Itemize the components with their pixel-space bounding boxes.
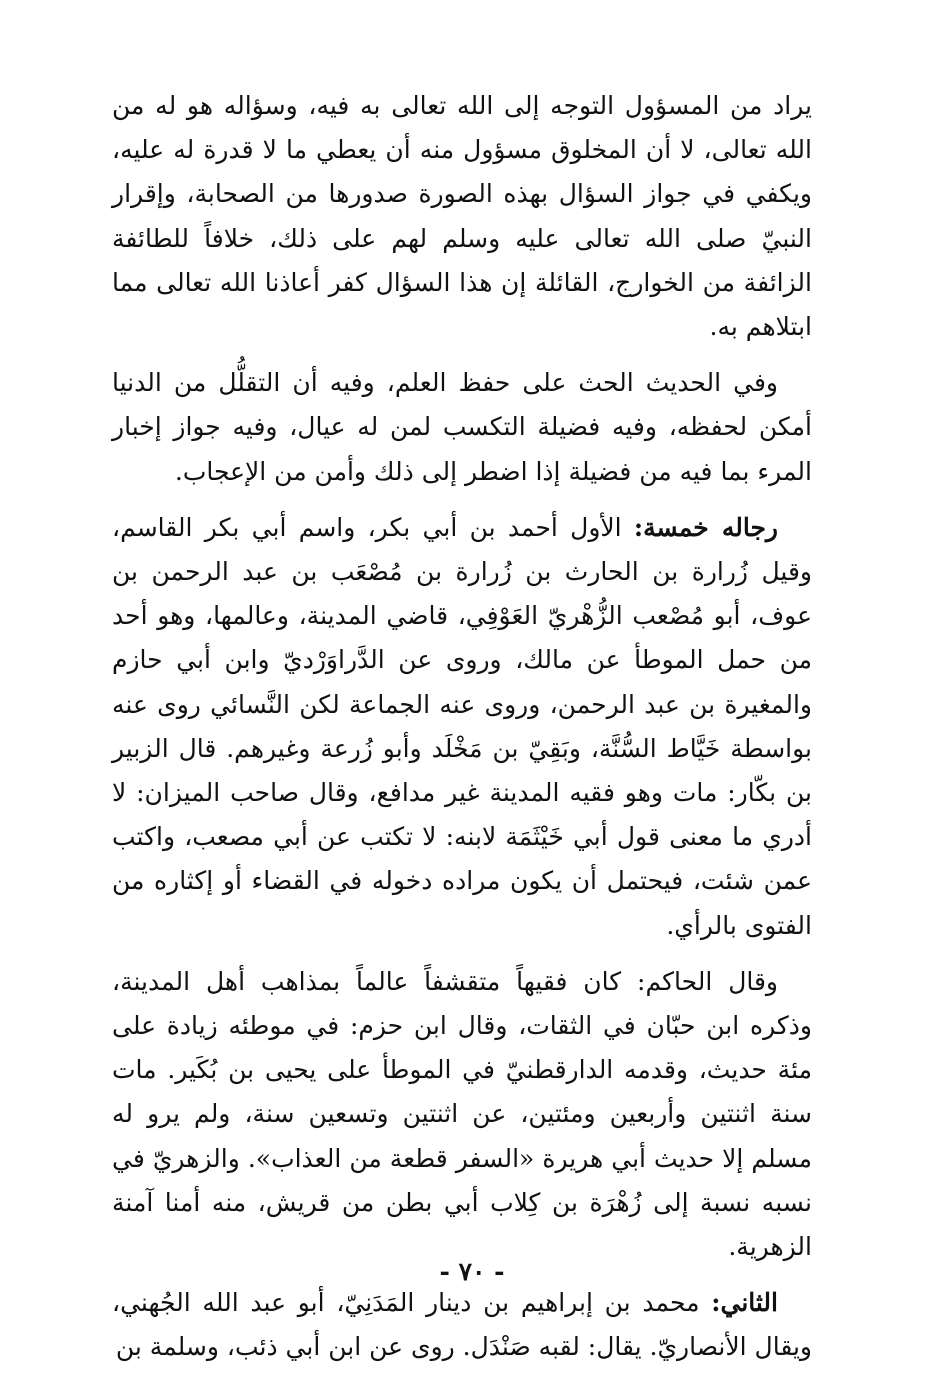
- paragraph-2-text: وفي الحديث الحث على حفظ العلم، وفيه أن التقلُّل من الدنيا أمكن لحفظه، وفيه فضيلة التكسب لمن له عيال، وفيه جواز إخبار المرء بما فيه من فضيلة إذا اضطر إلى ذلك وأمن من الإعجاب.: [112, 368, 812, 486]
- paragraph-5-lead: الثاني:: [711, 1288, 778, 1318]
- page-number: - ٧٠ -: [439, 1257, 505, 1286]
- paragraph-5: [112, 1281, 812, 1369]
- paragraph-4: [112, 960, 812, 1269]
- book-page-body: [112, 84, 812, 1370]
- paragraph-1-text: يراد من المسؤول التوجه إلى الله تعالى به فيه، وسؤاله هو له من الله تعالى، لا أن المخلوق مسؤول منه أن يعطي ما لا قدرة له عليه، ويكفي في جواز السؤال بهذه الصورة صدورها من الصحابة، وإقرار النبيّ صلى الله تعالى عليه وسلم لهم على ذلك، خلافاً للطائفة الزائفة من الخوارج، القائلة إن هذا السؤال كفر أعاذنا الله تعالى مما ابتلاهم به.: [112, 91, 812, 342]
- paragraph-4-text: وقال الحاكم: كان فقيهاً متقشفاً عالماً بمذاهب أهل المدينة، وذكره ابن حبّان في الثقات، وقال ابن حزم: في موطئه زيادة على مئة حديث، وقدمه الدارقطنيّ في الموطأ على يحيى بن بُكَير. مات سنة اثنتين وأربعين ومئتين، عن اثنتين وتسعين سنة، ولم يرو له مسلم إلا حديث أبي هريرة «السفر قطعة من العذاب». والزهريّ في نسبه نسبة إلى زُهْرَة بن كِلاب أبي بطن من قريش، منه أمنا آمنة الزهرية.: [112, 966, 812, 1262]
- paragraph-3-text: الأول أحمد بن أبي بكر، واسم أبي بكر القاسم، وقيل زُرارة بن الحارث بن زُرارة بن مُصْعَب بن عبد الرحمن بن عوف، أبو مُصْعب الزُّهْريّ العَوْفِي، قاضي المدينة، وعالمها، وهو أحد من حمل الموطأ عن مالك، وروى عن الدَّراوَرْديّ وابن أبي حازم والمغيرة بن عبد الرحمن، وروى عنه الجماعة لكن النَّسائي روى عنه بواسطة خَيَّاط السُّنَّة، وبَقِيّ بن مَخْلَد وأبو زُرعة وغيرهم. قال الزبير بن بكّار: مات وهو فقيه المدينة غير مدافع، وقال صاحب الميزان: لا أدري ما معنى قول أبي خَيْثَمَة لابنه: لا تكتب عن أبي مصعب، واكتب عمن شئت، فيحتمل أن يكون مراده دخوله في القضاء أو إكثاره من الفتوى بالرأي.: [112, 512, 812, 940]
- paragraph-5-text: محمد بن إبراهيم بن دينار المَدَنِيّ، أبو عبد الله الجُهني، ويقال الأنصاريّ. يقال: لقبه صَنْدَل. روى عن ابن أبي ذئب، وسلمة بن: [112, 1288, 812, 1362]
- paragraph-1: [112, 84, 812, 349]
- paragraph-3: [112, 506, 812, 948]
- paragraph-2: [112, 361, 812, 494]
- paragraph-3-lead: رجاله خمسة:: [633, 512, 778, 542]
